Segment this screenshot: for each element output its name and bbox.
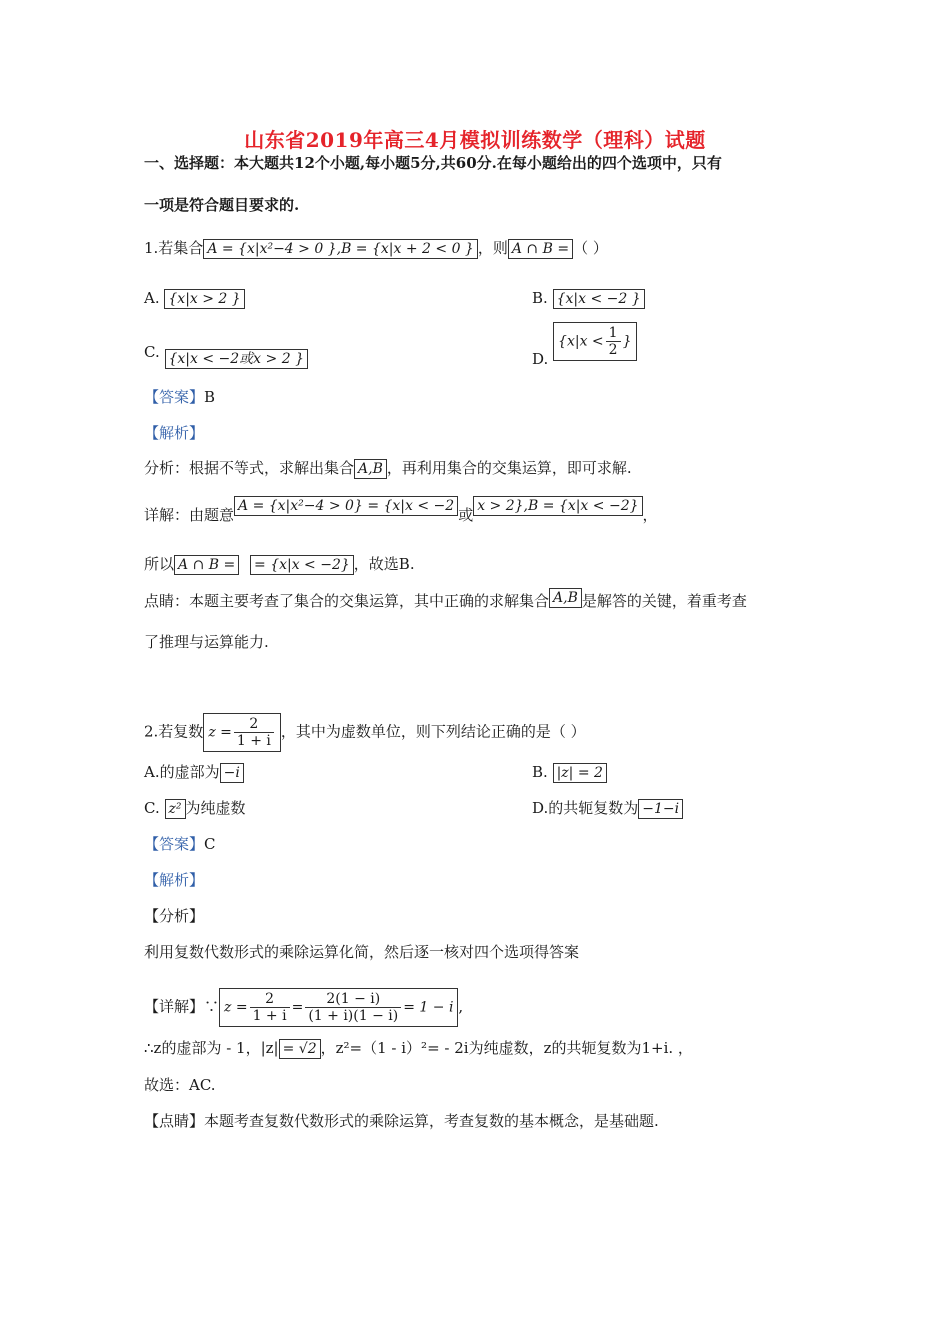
q1-option-d xyxy=(532,322,637,368)
q1-option-a-label: A. xyxy=(144,289,160,307)
q2-option-d-text: D.的共轭复数为 xyxy=(532,799,639,817)
q2-detail-tag: 【详解】∵ xyxy=(144,997,220,1016)
q2-therefore xyxy=(144,1038,693,1059)
q1-so-prefix: 所以 xyxy=(144,555,175,573)
q2-detail-eq: = xyxy=(291,999,304,1016)
q1-option-d-num: 1 xyxy=(606,325,621,342)
q2-stem-suffix: ，其中为虚数单位，则下列结论正确的是（ ） xyxy=(280,722,586,741)
q1-so-suffix: ，故选B. xyxy=(353,555,415,573)
q2-detail-formula xyxy=(219,988,458,1027)
q1-comment-suffix: 是解答的关键，着重考查 xyxy=(581,592,747,610)
q1-detail-formula-2: x > 2},B = {x|x < −2} xyxy=(473,496,642,516)
q2-option-b-label: B. xyxy=(532,763,548,781)
q2-option-c xyxy=(144,798,246,819)
q1-comment-formula: A,B xyxy=(549,588,582,608)
q1-analysis-suffix: ，再利用集合的交集运算，即可求解. xyxy=(386,459,632,477)
q2-detail-z: z = xyxy=(224,999,248,1016)
q2-therefore-prefix: ∴z的虚部为 - 1，|z| xyxy=(144,1039,279,1057)
q2-comment: 【点睛】本题考查复数代数形式的乘除运算，考查复数的基本概念，是基础题. xyxy=(144,1112,659,1130)
q1-option-b-label: B. xyxy=(532,289,548,307)
q2-option-d xyxy=(532,798,683,819)
q1-analysis-prefix: 分析：根据不等式，求解出集合 xyxy=(144,459,355,477)
q2-detail-num-1: 2 xyxy=(250,991,290,1008)
q1-so-formula-1: A ∩ B = xyxy=(174,555,239,575)
q2-z-label: z = xyxy=(208,724,232,741)
q2-fenxi-tag: 【分析】 xyxy=(144,907,205,925)
q1-intersection-formula: A ∩ B = xyxy=(508,239,573,259)
q1-option-c-label: C. xyxy=(144,343,160,361)
q1-so xyxy=(144,554,415,575)
q2-option-c-text: 为纯虚数 xyxy=(185,799,246,817)
q2-detail-num-2: 2(1 − i) xyxy=(305,991,401,1008)
q2-answer-value: C xyxy=(204,835,216,853)
q2-answer xyxy=(144,834,216,854)
q2-option-c-formula: z² xyxy=(165,799,186,819)
q1-option-a xyxy=(144,288,245,309)
q1-detail-prefix: 详解：由题意 xyxy=(144,506,235,524)
q1-analysis-formula: A,B xyxy=(354,459,387,479)
q1-so-formula-2: = {x|x < −2} xyxy=(250,555,354,575)
q1-option-a-formula: {x|x > 2 } xyxy=(164,289,244,309)
q2-detail-den-1: 1 + i xyxy=(252,1008,287,1024)
q1-detail-comma: ， xyxy=(642,506,658,524)
q1-answer xyxy=(144,387,215,407)
q2-option-b xyxy=(532,762,607,783)
q1-answer-value: B xyxy=(204,388,216,406)
q2-option-a-formula: −i xyxy=(220,763,244,783)
section-heading-line1: 一、选择题：本大题共12个小题,每小题5分,共60分.在每小题给出的四个选项中，只有 xyxy=(144,154,722,172)
q1-option-c xyxy=(144,342,308,367)
q2-option-a xyxy=(144,762,244,783)
q2-fenxi-text: 利用复数代数形式的乘除运算化简，然后逐一核对四个选项得答案 xyxy=(144,943,580,961)
page-title: 山东省2019年高三4月模拟训练数学（理科）试题 xyxy=(244,128,706,152)
q2-stem xyxy=(144,713,586,752)
q2-detail xyxy=(144,988,463,1027)
q1-comment-prefix: 点睛：本题主要考查了集合的交集运算，其中正确的求解集合 xyxy=(144,592,550,610)
q1-stem-mid: ，则 xyxy=(477,239,508,257)
q2-analysis-tag: 【解析】 xyxy=(144,871,205,889)
q1-stem xyxy=(144,238,608,259)
q1-option-d-formula: {x|x < $\frac{1}{2}$ } xyxy=(553,322,636,361)
q1-analysis xyxy=(144,458,632,479)
q1-detail-or: 或 xyxy=(458,506,474,524)
q2-option-b-formula: |z| = 2 xyxy=(553,763,607,783)
q1-option-d-pre: x|x < xyxy=(566,333,604,350)
q2-detail-result: = 1 − i xyxy=(403,999,454,1016)
q2-option-c-label: C. xyxy=(144,799,160,817)
q2-z-den: 1 + i xyxy=(236,733,271,749)
q1-analysis-tag: 【解析】 xyxy=(144,424,205,442)
q1-option-b-formula: {x|x < −2 } xyxy=(553,289,645,309)
q1-option-c-formula: {x|x < −2或x > 2 } xyxy=(165,349,308,369)
q2-detail-comma: , xyxy=(458,997,464,1016)
q1-answer-tag: 【答案】 xyxy=(144,388,205,406)
q1-detail xyxy=(144,498,658,526)
q2-z-formula xyxy=(203,713,281,752)
q1-detail-formula-1: A = {x|x²−4 > 0} = {x|x < −2 xyxy=(234,496,458,516)
q2-detail-den-2: (1 + i)(1 − i) xyxy=(308,1008,399,1024)
q1-comment xyxy=(144,591,747,612)
q2-choose: 故选：AC. xyxy=(144,1076,216,1094)
q2-stem-prefix: 2.若复数 xyxy=(144,722,204,741)
q1-stem-paren: （ ） xyxy=(573,239,608,257)
q2-option-a-text: A.的虚部为 xyxy=(144,763,220,781)
q1-option-d-label: D. xyxy=(532,349,549,368)
section-heading-line2: 一项是符合题目要求的. xyxy=(144,196,300,214)
q1-sets-formula: A = {x|x²−4 > 0 },B = {x|x + 2 < 0 } xyxy=(203,239,478,259)
q2-therefore-formula: = √2 xyxy=(279,1039,321,1059)
q1-option-d-den: 2 xyxy=(608,342,618,358)
q1-stem-prefix: 1.若集合 xyxy=(144,239,204,257)
q1-comment-line2: 了推理与运算能力. xyxy=(144,633,269,651)
q2-answer-tag: 【答案】 xyxy=(144,835,205,853)
q1-option-b xyxy=(532,288,645,309)
q2-therefore-suffix: ，z²=（1 - i）²= - 2i为纯虚数，z的共轭复数为1+i. ， xyxy=(320,1039,693,1057)
q2-option-d-formula: −1−i xyxy=(638,799,683,819)
q2-z-num: 2 xyxy=(234,716,274,733)
